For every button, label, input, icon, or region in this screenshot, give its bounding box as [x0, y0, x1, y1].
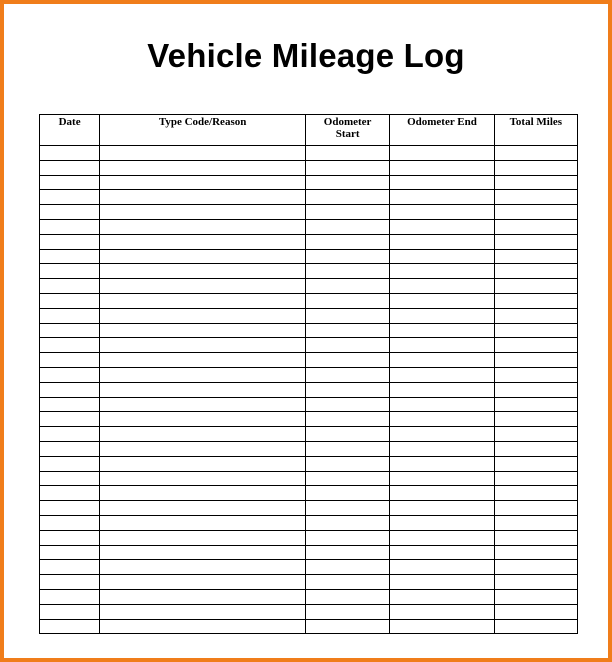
odometer-end-cell[interactable] — [390, 471, 494, 486]
odometer-start-cell[interactable] — [305, 427, 389, 442]
type-code-reason-cell[interactable] — [100, 353, 306, 368]
table-row — [40, 486, 578, 501]
total-miles-cell[interactable] — [494, 530, 577, 545]
type-code-reason-cell[interactable] — [100, 515, 306, 530]
date-cell[interactable] — [40, 279, 100, 294]
table-row — [40, 205, 578, 220]
table-row — [40, 412, 578, 427]
total-miles-cell[interactable] — [494, 427, 577, 442]
odometer-end-cell[interactable] — [390, 486, 494, 501]
date-cell[interactable] — [40, 146, 100, 161]
total-miles-cell[interactable] — [494, 501, 577, 516]
total-miles-cell[interactable] — [494, 545, 577, 560]
header-odometer-start: Odometer Start — [305, 115, 389, 146]
table-row — [40, 146, 578, 161]
odometer-start-cell[interactable] — [305, 397, 389, 412]
total-miles-cell[interactable] — [494, 397, 577, 412]
odometer-end-cell[interactable] — [390, 160, 494, 175]
odometer-start-cell[interactable] — [305, 382, 389, 397]
total-miles-cell[interactable] — [494, 338, 577, 353]
table-row — [40, 249, 578, 264]
odometer-end-cell[interactable] — [390, 146, 494, 161]
type-code-reason-cell[interactable] — [100, 545, 306, 560]
table-row — [40, 575, 578, 590]
date-cell[interactable] — [40, 219, 100, 234]
table-row — [40, 441, 578, 456]
total-miles-cell[interactable] — [494, 175, 577, 190]
odometer-end-cell[interactable] — [390, 249, 494, 264]
total-miles-cell[interactable] — [494, 323, 577, 338]
table-row — [40, 279, 578, 294]
type-code-reason-cell[interactable] — [100, 234, 306, 249]
mileage-log-table — [39, 114, 578, 634]
total-miles-cell[interactable] — [494, 308, 577, 323]
type-code-reason-cell[interactable] — [100, 279, 306, 294]
date-cell[interactable] — [40, 412, 100, 427]
type-code-reason-cell[interactable] — [100, 249, 306, 264]
type-code-reason-cell[interactable] — [100, 338, 306, 353]
date-cell[interactable] — [40, 205, 100, 220]
table-row — [40, 323, 578, 338]
type-code-reason-cell[interactable] — [100, 264, 306, 279]
header-date: Date — [40, 115, 100, 146]
date-cell[interactable] — [40, 471, 100, 486]
odometer-start-cell[interactable] — [305, 353, 389, 368]
date-cell[interactable] — [40, 530, 100, 545]
odometer-end-cell[interactable] — [390, 219, 494, 234]
odometer-end-cell[interactable] — [390, 530, 494, 545]
table-row — [40, 338, 578, 353]
date-cell[interactable] — [40, 353, 100, 368]
odometer-start-cell[interactable] — [305, 412, 389, 427]
date-cell[interactable] — [40, 575, 100, 590]
table-row — [40, 456, 578, 471]
type-code-reason-cell[interactable] — [100, 441, 306, 456]
date-cell[interactable] — [40, 560, 100, 575]
odometer-end-cell[interactable] — [390, 575, 494, 590]
odometer-end-cell[interactable] — [390, 560, 494, 575]
type-code-reason-cell[interactable] — [100, 219, 306, 234]
type-code-reason-cell[interactable] — [100, 530, 306, 545]
odometer-end-cell[interactable] — [390, 515, 494, 530]
total-miles-cell[interactable] — [494, 249, 577, 264]
odometer-start-cell[interactable] — [305, 308, 389, 323]
type-code-reason-cell[interactable] — [100, 456, 306, 471]
odometer-end-cell[interactable] — [390, 353, 494, 368]
total-miles-cell[interactable] — [494, 515, 577, 530]
date-cell[interactable] — [40, 441, 100, 456]
odometer-end-cell[interactable] — [390, 338, 494, 353]
table-body — [40, 146, 578, 634]
table-row — [40, 175, 578, 190]
date-cell[interactable] — [40, 367, 100, 382]
table-row — [40, 604, 578, 619]
type-code-reason-cell[interactable] — [100, 397, 306, 412]
odometer-start-cell[interactable] — [305, 205, 389, 220]
odometer-start-cell[interactable] — [305, 501, 389, 516]
table-row — [40, 190, 578, 205]
odometer-start-cell[interactable] — [305, 293, 389, 308]
date-cell[interactable] — [40, 427, 100, 442]
date-cell[interactable] — [40, 175, 100, 190]
odometer-start-cell[interactable] — [305, 175, 389, 190]
type-code-reason-cell[interactable] — [100, 427, 306, 442]
type-code-reason-cell[interactable] — [100, 175, 306, 190]
table-row — [40, 264, 578, 279]
odometer-start-cell[interactable] — [305, 575, 389, 590]
date-cell[interactable] — [40, 234, 100, 249]
odometer-start-cell[interactable] — [305, 190, 389, 205]
type-code-reason-cell[interactable] — [100, 412, 306, 427]
odometer-end-cell[interactable] — [390, 205, 494, 220]
table-row — [40, 515, 578, 530]
total-miles-cell[interactable] — [494, 146, 577, 161]
odometer-end-cell[interactable] — [390, 456, 494, 471]
odometer-end-cell[interactable] — [390, 264, 494, 279]
table-row — [40, 353, 578, 368]
header-total-miles: Total Miles — [494, 115, 577, 146]
type-code-reason-cell[interactable] — [100, 471, 306, 486]
date-cell[interactable] — [40, 308, 100, 323]
table-row — [40, 530, 578, 545]
date-cell[interactable] — [40, 515, 100, 530]
table-row — [40, 589, 578, 604]
odometer-end-cell[interactable] — [390, 382, 494, 397]
odometer-end-cell[interactable] — [390, 175, 494, 190]
total-miles-cell[interactable] — [494, 190, 577, 205]
odometer-start-cell[interactable] — [305, 323, 389, 338]
odometer-end-cell[interactable] — [390, 589, 494, 604]
table-row — [40, 560, 578, 575]
table-row — [40, 160, 578, 175]
odometer-end-cell[interactable] — [390, 619, 494, 634]
total-miles-cell[interactable] — [494, 589, 577, 604]
type-code-reason-cell[interactable] — [100, 382, 306, 397]
odometer-start-cell[interactable] — [305, 545, 389, 560]
date-cell[interactable] — [40, 501, 100, 516]
type-code-reason-cell[interactable] — [100, 160, 306, 175]
odometer-start-cell[interactable] — [305, 619, 389, 634]
total-miles-cell[interactable] — [494, 619, 577, 634]
odometer-end-cell[interactable] — [390, 367, 494, 382]
table-row — [40, 219, 578, 234]
odometer-start-cell[interactable] — [305, 234, 389, 249]
odometer-start-cell[interactable] — [305, 279, 389, 294]
odometer-start-cell[interactable] — [305, 338, 389, 353]
type-code-reason-cell[interactable] — [100, 146, 306, 161]
odometer-end-cell[interactable] — [390, 308, 494, 323]
table-row — [40, 471, 578, 486]
total-miles-cell[interactable] — [494, 412, 577, 427]
odometer-end-cell[interactable] — [390, 604, 494, 619]
total-miles-cell[interactable] — [494, 575, 577, 590]
header-odometer-end: Odometer End — [390, 115, 494, 146]
total-miles-cell[interactable] — [494, 160, 577, 175]
date-cell[interactable] — [40, 619, 100, 634]
odometer-start-cell[interactable] — [305, 146, 389, 161]
odometer-end-cell[interactable] — [390, 190, 494, 205]
type-code-reason-cell[interactable] — [100, 619, 306, 634]
total-miles-cell[interactable] — [494, 486, 577, 501]
date-cell[interactable] — [40, 456, 100, 471]
type-code-reason-cell[interactable] — [100, 323, 306, 338]
total-miles-cell[interactable] — [494, 353, 577, 368]
type-code-reason-cell[interactable] — [100, 589, 306, 604]
type-code-reason-cell[interactable] — [100, 604, 306, 619]
total-miles-cell[interactable] — [494, 367, 577, 382]
odometer-end-cell[interactable] — [390, 279, 494, 294]
type-code-reason-cell[interactable] — [100, 367, 306, 382]
date-cell[interactable] — [40, 190, 100, 205]
odometer-end-cell[interactable] — [390, 545, 494, 560]
odometer-start-cell[interactable] — [305, 219, 389, 234]
odometer-start-cell[interactable] — [305, 589, 389, 604]
total-miles-cell[interactable] — [494, 279, 577, 294]
total-miles-cell[interactable] — [494, 456, 577, 471]
type-code-reason-cell[interactable] — [100, 560, 306, 575]
table-row — [40, 619, 578, 634]
odometer-end-cell[interactable] — [390, 234, 494, 249]
odometer-end-cell[interactable] — [390, 441, 494, 456]
odometer-start-cell[interactable] — [305, 471, 389, 486]
table-row — [40, 545, 578, 560]
total-miles-cell[interactable] — [494, 604, 577, 619]
odometer-start-cell[interactable] — [305, 367, 389, 382]
total-miles-cell[interactable] — [494, 471, 577, 486]
odometer-start-cell[interactable] — [305, 249, 389, 264]
date-cell[interactable] — [40, 323, 100, 338]
table-row — [40, 234, 578, 249]
odometer-start-cell[interactable] — [305, 441, 389, 456]
date-cell[interactable] — [40, 264, 100, 279]
total-miles-cell[interactable] — [494, 293, 577, 308]
odometer-start-cell[interactable] — [305, 515, 389, 530]
type-code-reason-cell[interactable] — [100, 486, 306, 501]
table-row — [40, 427, 578, 442]
date-cell[interactable] — [40, 293, 100, 308]
table-row — [40, 367, 578, 382]
date-cell[interactable] — [40, 249, 100, 264]
table-row — [40, 293, 578, 308]
type-code-reason-cell[interactable] — [100, 293, 306, 308]
date-cell[interactable] — [40, 545, 100, 560]
odometer-end-cell[interactable] — [390, 293, 494, 308]
table-row — [40, 397, 578, 412]
total-miles-cell[interactable] — [494, 234, 577, 249]
type-code-reason-cell[interactable] — [100, 575, 306, 590]
odometer-start-cell[interactable] — [305, 560, 389, 575]
total-miles-cell[interactable] — [494, 219, 577, 234]
date-cell[interactable] — [40, 160, 100, 175]
odometer-start-cell[interactable] — [305, 160, 389, 175]
odometer-start-cell[interactable] — [305, 456, 389, 471]
table-row — [40, 501, 578, 516]
date-cell[interactable] — [40, 486, 100, 501]
table-row — [40, 308, 578, 323]
total-miles-cell[interactable] — [494, 441, 577, 456]
odometer-end-cell[interactable] — [390, 501, 494, 516]
total-miles-cell[interactable] — [494, 382, 577, 397]
odometer-start-cell[interactable] — [305, 604, 389, 619]
type-code-reason-cell[interactable] — [100, 190, 306, 205]
odometer-end-cell[interactable] — [390, 427, 494, 442]
odometer-end-cell[interactable] — [390, 323, 494, 338]
type-code-reason-cell[interactable] — [100, 308, 306, 323]
odometer-start-cell[interactable] — [305, 530, 389, 545]
odometer-start-cell[interactable] — [305, 486, 389, 501]
date-cell[interactable] — [40, 589, 100, 604]
table-row — [40, 382, 578, 397]
date-cell[interactable] — [40, 338, 100, 353]
type-code-reason-cell[interactable] — [100, 205, 306, 220]
date-cell[interactable] — [40, 604, 100, 619]
total-miles-cell[interactable] — [494, 205, 577, 220]
page-title: Vehicle Mileage Log — [147, 37, 465, 74]
odometer-end-cell[interactable] — [390, 397, 494, 412]
type-code-reason-cell[interactable] — [100, 501, 306, 516]
date-cell[interactable] — [40, 397, 100, 412]
odometer-end-cell[interactable] — [390, 412, 494, 427]
date-cell[interactable] — [40, 382, 100, 397]
total-miles-cell[interactable] — [494, 560, 577, 575]
table-header-row — [40, 115, 578, 146]
odometer-start-cell[interactable] — [305, 264, 389, 279]
total-miles-cell[interactable] — [494, 264, 577, 279]
header-type-code-reason: Type Code/Reason — [100, 115, 306, 146]
